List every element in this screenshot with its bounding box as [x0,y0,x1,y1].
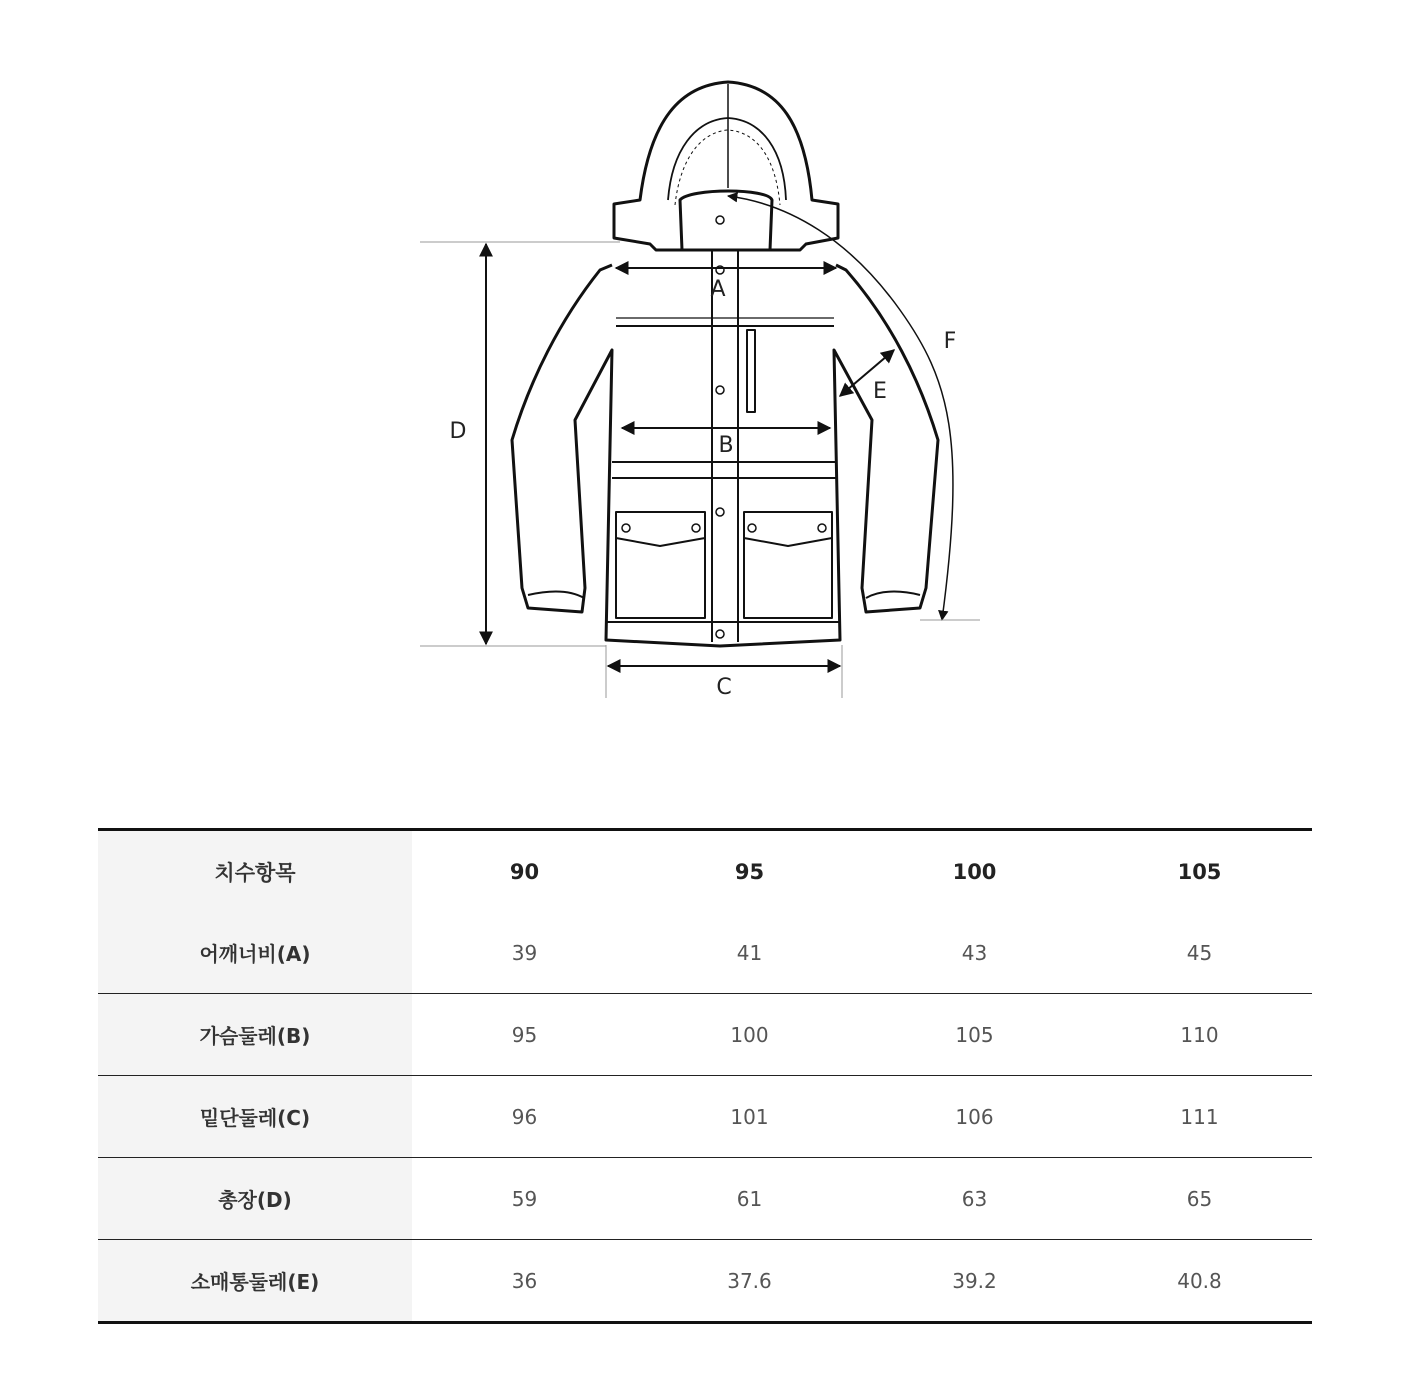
table-cell: 65 [1087,1158,1312,1240]
size-header: 95 [734,859,765,884]
row-label: 밑단둘레(C) [98,1076,412,1158]
label-d: D [449,419,467,444]
label-f: F [943,329,957,354]
table-row [98,994,1312,1076]
size-header: 105 [1177,859,1222,884]
table-cell: 39.2 [952,1268,997,1293]
size-table [98,828,1312,1324]
row-label: 어깨너비(A) [98,912,412,994]
table-cell: 101 [637,1076,862,1158]
table-row [98,912,1312,994]
label-c: C [716,675,732,700]
table-cell: 39 [412,912,637,994]
table-cell: 45 [1087,912,1312,994]
table-cell: 37.6 [727,1268,772,1293]
table-cell: 43 [862,912,1087,994]
table-cell: 59 [412,1158,637,1240]
table-cell: 61 [637,1158,862,1240]
table-cell: 96 [412,1076,637,1158]
table-row [98,1158,1312,1240]
size-header: 100 [952,859,997,884]
row-label: 총장(D) [98,1158,412,1240]
label-a: A [710,277,726,302]
collar [680,191,772,250]
size-header: 90 [509,859,540,884]
table-row [98,1240,1312,1323]
table-header-row [98,830,1312,913]
right-cuff [866,592,920,598]
table-cell: 111 [1087,1076,1312,1158]
left-cuff [528,592,584,598]
table-cell: 41 [637,912,862,994]
chest-pocket [747,330,755,412]
measure-f [728,196,953,620]
hood-outline [614,82,838,250]
jacket-illustration [512,82,938,646]
table-cell: 40.8 [1177,1268,1222,1293]
table-cell: 63 [862,1158,1087,1240]
table-cell: 110 [1087,994,1312,1076]
label-b: B [718,433,734,458]
table-cell: 95 [412,994,637,1076]
table-cell: 105 [862,994,1087,1076]
header-label-cell: 치수항목 [98,830,412,913]
table-row [98,1076,1312,1158]
row-label: 소매통둘레(E) [98,1240,412,1323]
table-cell: 36 [511,1268,538,1293]
table-cell: 106 [862,1076,1087,1158]
label-e: E [873,379,887,404]
row-label: 가슴둘레(B) [98,994,412,1076]
table-cell: 100 [637,994,862,1076]
